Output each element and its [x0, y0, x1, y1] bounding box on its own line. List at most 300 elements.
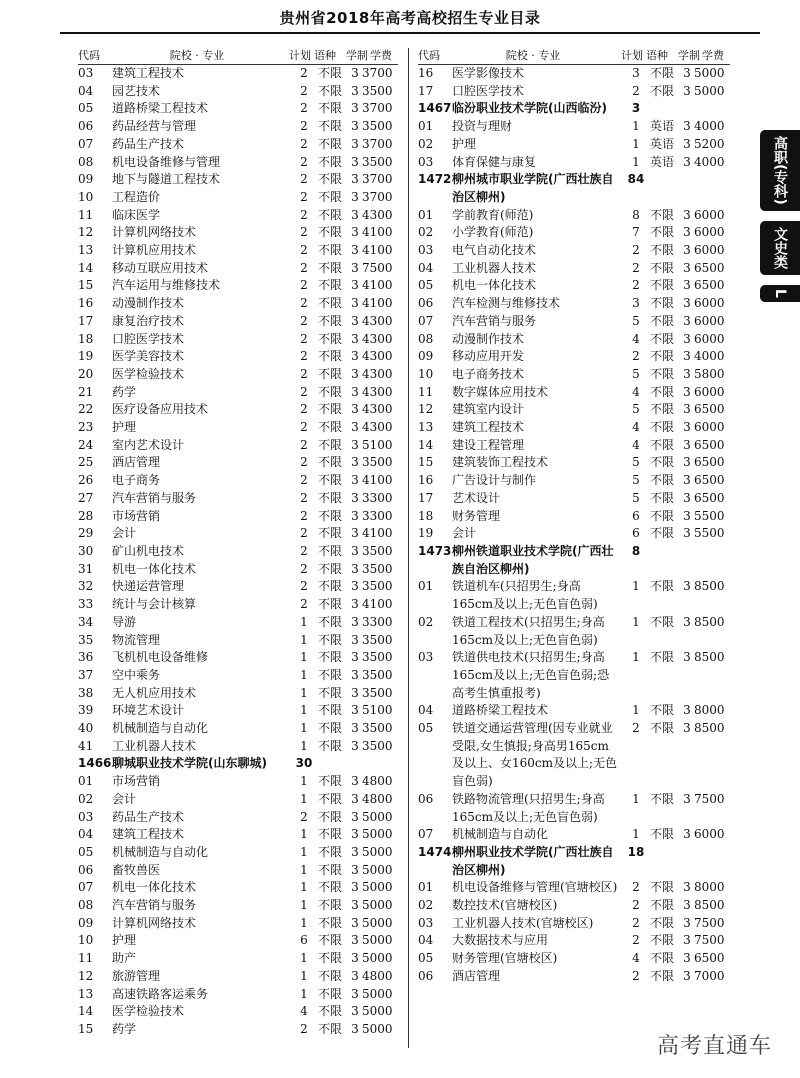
cell-code: 14: [418, 437, 434, 452]
cell-fee: 5000: [362, 951, 393, 966]
cell-plan: 2: [632, 721, 640, 736]
cell-name: 广告设计与制作: [452, 473, 537, 488]
table-row: [78, 313, 398, 331]
cell-name: 建筑工程技术: [452, 420, 525, 435]
cell-fee: 5000: [362, 898, 393, 913]
cell-code: 27: [78, 490, 94, 505]
cell-fee: 3500: [362, 83, 393, 98]
cell-plan: 3: [632, 296, 640, 311]
cell-name: 会计: [452, 526, 477, 541]
cell-fee: 8500: [694, 614, 725, 629]
cell-code: 14: [78, 1004, 94, 1019]
cell-years: 3: [351, 154, 359, 169]
cell-name: 酒店管理: [452, 968, 501, 983]
cell-plan: 5: [632, 455, 640, 470]
cell-lang: 英语: [650, 119, 675, 134]
cell-plan: 4: [632, 384, 640, 399]
cell-code: 08: [78, 154, 94, 169]
cell-plan: 2: [632, 349, 640, 364]
cell-plan: 1: [632, 827, 640, 842]
cell-fee: 3500: [362, 543, 393, 558]
cell-years: [680, 543, 694, 578]
cell-fee: 6000: [694, 313, 725, 328]
cell-code: 09: [78, 172, 94, 187]
cell-code: 39: [78, 703, 94, 718]
cell-years: 3: [683, 83, 691, 98]
cell-fee: 8500: [694, 721, 725, 736]
cell-lang: 不限: [318, 437, 343, 452]
table-row: [78, 667, 398, 685]
cell-code: 21: [78, 384, 94, 399]
cell-code: 02: [418, 225, 434, 240]
cell-years: 3: [351, 738, 359, 753]
table-row: [78, 348, 398, 366]
table-row: [78, 862, 398, 880]
cell-lang: 不限: [318, 402, 343, 417]
cell-lang: 不限: [318, 313, 343, 328]
table-row: [78, 702, 398, 720]
cell-fee: 3500: [362, 455, 393, 470]
side-tab-level: 高职(专科): [760, 130, 800, 211]
cell-name: 柳州铁道职业技术学院(广西壮族自治区柳州): [452, 543, 614, 576]
cell-years: 3: [351, 986, 359, 1001]
cell-code: 05: [78, 844, 94, 859]
table-row: [418, 313, 730, 331]
cell-name: 聊城职业技术学院(山东聊城): [112, 756, 267, 771]
cell-code: 05: [418, 951, 434, 966]
cell-lang: 不限: [318, 986, 343, 1001]
cell-plan: 1: [300, 968, 308, 983]
table-row: [78, 826, 398, 844]
cell-lang: 不限: [318, 809, 343, 824]
cell-plan: 2: [632, 933, 640, 948]
cell-code: 1467: [418, 101, 452, 116]
cell-code: 05: [78, 101, 94, 116]
cell-name: 地下与隧道工程技术: [112, 172, 221, 187]
cell-name: 畜牧兽医: [112, 862, 161, 877]
cell-lang: [650, 844, 680, 879]
table-row: [78, 331, 398, 349]
cell-code: 04: [78, 827, 94, 842]
table-row: [418, 154, 730, 172]
cell-years: 3: [351, 331, 359, 346]
cell-lang: 不限: [650, 455, 675, 470]
cell-code: 03: [418, 650, 434, 665]
cell-years: 3: [351, 632, 359, 647]
cell-plan: 3: [632, 66, 640, 80]
cell-name: 移动互联应用技术: [112, 260, 209, 275]
table-row: [78, 437, 398, 455]
cell-name: 铁道工程技术(只招男生;身高165cm及以上;无色盲色弱): [452, 614, 605, 647]
cell-code: 14: [78, 260, 94, 275]
table-row: [78, 596, 398, 614]
table-row: [78, 189, 398, 207]
cell-years: 3: [351, 313, 359, 328]
cell-lang: 不限: [318, 278, 343, 293]
cell-name: 医学影像技术: [452, 66, 525, 80]
cell-fee: 5000: [362, 915, 393, 930]
cell-fee: 4800: [362, 791, 393, 806]
cell-plan: 2: [300, 189, 308, 204]
cell-lang: 不限: [318, 136, 343, 151]
cell-plan: 2: [300, 349, 308, 364]
cell-lang: 不限: [650, 296, 675, 311]
cell-code: 18: [418, 508, 434, 523]
cell-name: 药品生产技术: [112, 809, 185, 824]
cell-years: 3: [683, 278, 691, 293]
cell-plan: 2: [300, 526, 308, 541]
cell-lang: 不限: [318, 1004, 343, 1019]
cell-name: 工业机器人技术(官塘校区): [452, 915, 594, 930]
cell-fee: 3700: [362, 66, 393, 80]
table-row: [418, 118, 730, 136]
cell-code: 01: [78, 774, 94, 789]
cell-lang: 不限: [318, 543, 343, 558]
cell-name: 机械制造与自动化: [112, 721, 209, 736]
table-row: [78, 1021, 398, 1039]
cell-lang: 不限: [318, 296, 343, 311]
cell-code: 04: [418, 703, 434, 718]
cell-fee: [694, 844, 730, 879]
cell-name: 工业机器人技术: [112, 738, 197, 753]
cell-name: 汽车营销与服务: [452, 313, 537, 328]
cell-years: 3: [351, 827, 359, 842]
cell-code: 12: [78, 968, 94, 983]
cell-name: 医学检验技术: [112, 1004, 185, 1019]
cell-lang: 不限: [650, 313, 675, 328]
cell-plan: 30: [295, 756, 313, 771]
cell-fee: 6000: [694, 243, 725, 258]
cell-lang: 不限: [650, 791, 675, 806]
cell-name: 建筑装饰工程技术: [452, 455, 549, 470]
cell-code: 19: [418, 526, 434, 541]
table-row: [418, 242, 730, 260]
table-row: [78, 632, 398, 650]
school-row: [418, 543, 730, 578]
table-row: [418, 437, 730, 455]
cell-name: 动漫制作技术: [452, 331, 525, 346]
cell-plan: 1: [300, 951, 308, 966]
cell-name: 会计: [112, 791, 137, 806]
cell-lang: 不限: [318, 844, 343, 859]
cell-name: 铁道交通运营管理(因专业就业受限,女生慎报;身高男165cm及以上、女160cm及以上;无色盲色弱): [452, 721, 618, 789]
cell-lang: 不限: [318, 703, 343, 718]
cell-lang: 不限: [318, 650, 343, 665]
cell-name: 数控技术(官塘校区): [452, 898, 558, 913]
cell-plan: 2: [632, 880, 640, 895]
cell-years: 3: [351, 136, 359, 151]
table-row: [418, 702, 730, 720]
cell-code: 17: [418, 83, 434, 98]
cell-name: 临汾职业技术学院(山西临汾): [452, 101, 607, 116]
cell-plan: 2: [300, 1021, 308, 1036]
cell-code: 06: [78, 862, 94, 877]
cell-years: 3: [683, 66, 691, 80]
cell-fee: 5100: [362, 703, 393, 718]
cell-name: 无人机应用技术: [112, 685, 197, 700]
header-code: 代码: [418, 49, 440, 62]
table-row: [418, 83, 730, 101]
cell-name: 工业机器人技术: [452, 260, 537, 275]
cell-lang: 不限: [318, 614, 343, 629]
cell-name: 电子商务技术: [452, 366, 525, 381]
cell-code: 11: [418, 384, 434, 399]
cell-code: 40: [78, 721, 94, 736]
cell-lang: 不限: [318, 526, 343, 541]
cell-plan: 4: [632, 437, 640, 452]
cell-years: 3: [683, 880, 691, 895]
cell-years: 3: [351, 437, 359, 452]
cell-fee: 5000: [362, 844, 393, 859]
cell-plan: 1: [300, 827, 308, 842]
cell-code: 04: [418, 933, 434, 948]
cell-name: 药学: [112, 1021, 137, 1036]
cell-name: 汽车营销与服务: [112, 898, 197, 913]
table-row: [78, 100, 398, 118]
cell-fee: 5000: [362, 880, 393, 895]
cell-lang: 不限: [650, 437, 675, 452]
cell-plan: 6: [300, 933, 308, 948]
cell-lang: 不限: [650, 366, 675, 381]
cell-code: 02: [78, 791, 94, 806]
cell-plan: 1: [300, 986, 308, 1001]
cell-plan: 2: [300, 66, 308, 80]
table-row: [418, 472, 730, 490]
cell-years: 3: [351, 774, 359, 789]
cell-years: 3: [351, 473, 359, 488]
cell-code: 01: [418, 119, 434, 134]
column-divider: [408, 48, 409, 1048]
table-row: [78, 118, 398, 136]
cell-years: 3: [683, 579, 691, 594]
table-row: [418, 295, 730, 313]
cell-name: 口腔医学技术: [452, 83, 525, 98]
cell-years: 3: [683, 703, 691, 718]
cell-fee: 3500: [362, 579, 393, 594]
cell-lang: 不限: [318, 791, 343, 806]
cell-lang: 不限: [318, 1021, 343, 1036]
cell-name: 统计与会计核算: [112, 597, 197, 612]
cell-code: 38: [78, 685, 94, 700]
cell-name: 铁路物流管理(只招男生;身高165cm及以上;无色盲色弱): [452, 791, 605, 824]
cell-years: 3: [351, 420, 359, 435]
table-row: [78, 986, 398, 1004]
cell-lang: [318, 755, 348, 773]
table-row: [418, 384, 730, 402]
cell-name: 计算机网络技术: [112, 915, 197, 930]
cell-years: 3: [683, 243, 691, 258]
cell-name: 园艺技术: [112, 83, 161, 98]
cell-years: 3: [351, 951, 359, 966]
cell-years: 3: [683, 136, 691, 151]
cell-code: 15: [78, 1021, 94, 1036]
cell-lang: 不限: [318, 349, 343, 364]
cell-years: 3: [683, 437, 691, 452]
cell-years: 3: [351, 614, 359, 629]
cell-years: 3: [683, 349, 691, 364]
cell-name: 医疗设备应用技术: [112, 402, 209, 417]
cell-years: 3: [351, 402, 359, 417]
cell-fee: 5500: [694, 508, 725, 523]
cell-lang: 不限: [650, 384, 675, 399]
cell-fee: 6000: [694, 207, 725, 222]
cell-fee: 5000: [362, 1021, 393, 1036]
cell-code: 25: [78, 455, 94, 470]
cell-years: 3: [351, 791, 359, 806]
cell-code: 15: [418, 455, 434, 470]
cell-fee: 3700: [362, 101, 393, 116]
cell-plan: 1: [300, 862, 308, 877]
cell-years: 3: [683, 366, 691, 381]
cell-lang: 不限: [650, 207, 675, 222]
cell-plan: 18: [627, 844, 645, 859]
table-row: [78, 649, 398, 667]
table-row: [78, 295, 398, 313]
cell-plan: 2: [632, 915, 640, 930]
cell-lang: 不限: [318, 827, 343, 842]
cell-code: 09: [418, 349, 434, 364]
cell-fee: 4800: [362, 774, 393, 789]
table-row: [418, 932, 730, 950]
cell-code: 41: [78, 738, 94, 753]
table-row: [418, 791, 730, 826]
table-row: [78, 401, 398, 419]
table-row: [418, 578, 730, 613]
table-row: [78, 791, 398, 809]
cell-code: 07: [78, 880, 94, 895]
cell-years: 3: [351, 1004, 359, 1019]
cell-plan: 2: [300, 455, 308, 470]
cell-years: 3: [351, 579, 359, 594]
cell-plan: 2: [300, 331, 308, 346]
cell-fee: 5000: [694, 83, 725, 98]
table-row: [418, 348, 730, 366]
cell-years: 3: [351, 526, 359, 541]
header-lang: 语种: [646, 49, 668, 62]
cell-lang: 不限: [318, 154, 343, 169]
cell-code: 10: [78, 189, 94, 204]
side-tab-category: 文史类: [760, 221, 800, 275]
cell-fee: 4100: [362, 296, 393, 311]
cell-plan: 1: [300, 898, 308, 913]
cell-lang: 不限: [650, 579, 675, 594]
cell-name: 移动应用开发: [452, 349, 525, 364]
cell-lang: 不限: [318, 774, 343, 789]
cell-years: [348, 755, 362, 773]
cell-code: 24: [78, 437, 94, 452]
header-fee: 学费: [370, 49, 392, 62]
cell-fee: 7500: [694, 915, 725, 930]
cell-code: 35: [78, 632, 94, 647]
cell-fee: [694, 100, 730, 118]
watermark: 高考直通车: [656, 1034, 772, 1059]
cell-years: 3: [683, 455, 691, 470]
table-row: [418, 950, 730, 968]
table-row: [418, 826, 730, 844]
cell-fee: [694, 171, 730, 206]
header-code: 代码: [78, 49, 100, 62]
cell-plan: 1: [300, 614, 308, 629]
cell-plan: 1: [300, 738, 308, 753]
table-row: [78, 207, 398, 225]
cell-plan: 1: [632, 119, 640, 134]
cell-lang: 不限: [318, 331, 343, 346]
cell-plan: 2: [300, 437, 308, 452]
cell-fee: 5100: [362, 437, 393, 452]
cell-years: 3: [351, 189, 359, 204]
cell-plan: 2: [300, 597, 308, 612]
cell-lang: 不限: [650, 225, 675, 240]
table-row: [78, 454, 398, 472]
cell-lang: [650, 171, 680, 206]
cell-fee: 4100: [362, 243, 393, 258]
cell-plan: 4: [300, 1004, 308, 1019]
page-title: 贵州省2018年高考高校招生专业目录: [60, 4, 760, 34]
cell-code: 33: [78, 597, 94, 612]
cell-years: 3: [683, 508, 691, 523]
cell-lang: 不限: [318, 579, 343, 594]
cell-fee: 4000: [694, 349, 725, 364]
cell-years: 3: [351, 933, 359, 948]
cell-code: 36: [78, 650, 94, 665]
cell-fee: 4000: [694, 119, 725, 134]
cell-fee: 6500: [694, 402, 725, 417]
cell-name: 机电设备维修与管理(官塘校区): [452, 880, 618, 895]
cell-plan: 1: [632, 136, 640, 151]
cell-code: 1466: [78, 756, 112, 771]
cell-lang: 不限: [650, 490, 675, 505]
header-name: 院校 · 专业: [505, 49, 561, 62]
table-row: [418, 366, 730, 384]
cell-code: 08: [418, 331, 434, 346]
cell-lang: 不限: [650, 827, 675, 842]
left-table-body: [78, 65, 398, 1039]
cell-lang: 不限: [318, 898, 343, 913]
cell-plan: 2: [300, 543, 308, 558]
cell-plan: 2: [300, 490, 308, 505]
cell-years: [680, 844, 694, 879]
cell-years: 3: [683, 296, 691, 311]
cell-fee: 3500: [362, 632, 393, 647]
table-row: [78, 720, 398, 738]
cell-code: 15: [78, 278, 94, 293]
cell-name: 电子商务: [112, 473, 161, 488]
cell-name: 财务管理(官塘校区): [452, 951, 558, 966]
cell-name: 室内艺术设计: [112, 437, 185, 452]
cell-code: 1472: [418, 172, 452, 187]
right-column: [418, 48, 730, 986]
cell-name: 临床医学: [112, 207, 161, 222]
cell-plan: 2: [300, 809, 308, 824]
cell-fee: 3300: [362, 490, 393, 505]
cell-code: 02: [418, 898, 434, 913]
cell-plan: 2: [300, 579, 308, 594]
cell-fee: 6500: [694, 951, 725, 966]
table-row: [78, 384, 398, 402]
cell-years: 3: [683, 614, 691, 629]
cell-years: 3: [351, 968, 359, 983]
table-row: [418, 277, 730, 295]
header-lang: 语种: [314, 49, 336, 62]
cell-lang: 不限: [650, 402, 675, 417]
cell-name: 动漫制作技术: [112, 296, 185, 311]
cell-code: 23: [78, 420, 94, 435]
cell-lang: 不限: [650, 721, 675, 736]
cell-years: 3: [683, 791, 691, 806]
cell-fee: 4300: [362, 420, 393, 435]
cell-code: 05: [418, 278, 434, 293]
table-row: [78, 65, 398, 83]
